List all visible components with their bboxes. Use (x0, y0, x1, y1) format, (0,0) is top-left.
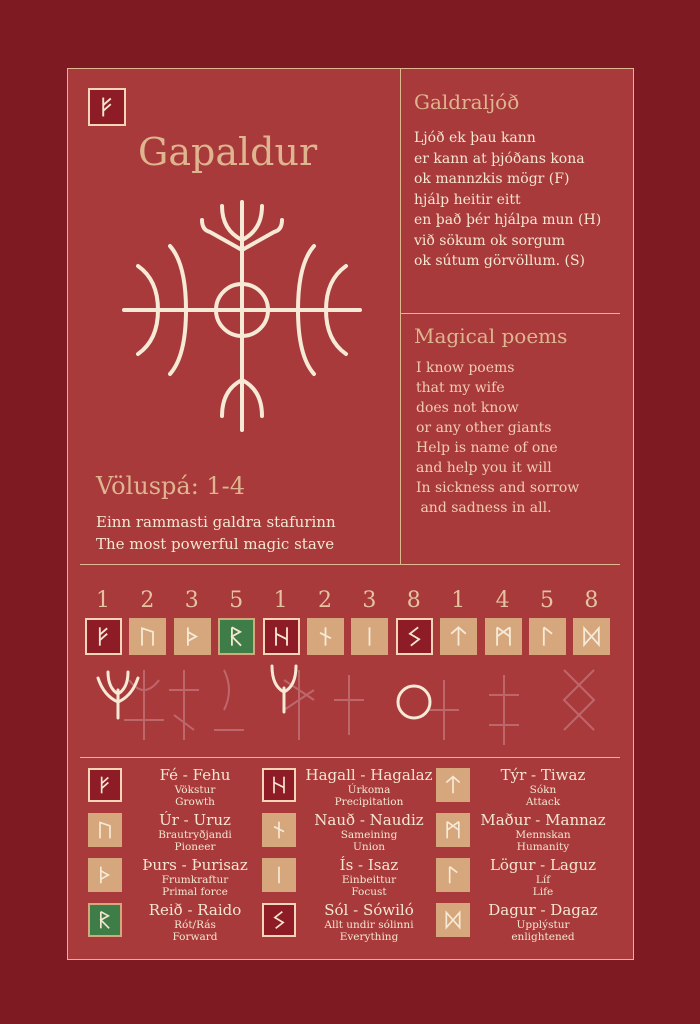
legend-icelandic: Einbeittur (341, 874, 397, 886)
faded-staves-decoration (84, 660, 614, 750)
legend-english: Everything (339, 931, 399, 943)
legend-rune-name: Maður - Mannaz (480, 811, 606, 829)
laguz-legend-icon (436, 858, 470, 892)
legend-rune-name: Lögur - Laguz (489, 856, 597, 874)
poems-verse (416, 358, 579, 518)
legend-entry (304, 812, 434, 853)
rune-number: 1 (451, 588, 466, 613)
poem-line: or any other giants (416, 420, 552, 436)
right-column-divider (400, 313, 620, 314)
rune-number: 1 (273, 588, 288, 613)
legend-rune-name: Ís - Isaz (339, 856, 399, 874)
fehu-rune-icon (88, 88, 126, 126)
galdraljod-line: ok mannzkis mögr (F) (414, 171, 570, 187)
legend-icelandic: Líf (535, 874, 551, 886)
sowilo-legend-icon (262, 903, 296, 937)
rune-number: 1 (96, 588, 110, 613)
galdraljod-line: hjálp heitir eitt (414, 191, 521, 208)
legend-entry (130, 812, 260, 853)
legend-rune-name: Sól - Sówiló (324, 901, 414, 919)
poem-line: Help is name of one (416, 440, 558, 456)
laguz-rune-icon (529, 618, 566, 655)
legend-english: Focust (351, 886, 387, 898)
subtitle-english: The most powerful magic stave (96, 535, 335, 553)
galdraljod-line: er kann at þjóðans kona (414, 150, 585, 167)
legend-english: Precipitation (334, 796, 404, 808)
legend-rune-name: Reið - Raido (148, 901, 242, 919)
legend-entry (130, 902, 260, 943)
galdraljod-line: Ljóð ek þau kann (414, 130, 536, 146)
rune-number: 2 (318, 588, 332, 613)
legend-entry (130, 857, 260, 898)
legend-english: Attack (525, 796, 561, 808)
legend-entry (478, 812, 608, 853)
rune-number: 2 (140, 588, 155, 613)
naudiz-rune-icon (307, 618, 344, 655)
legend-english: Primal force (162, 886, 228, 898)
legend-english: Pioneer (174, 841, 216, 853)
legend-icelandic: Upplýstur (516, 919, 570, 931)
legend-english: Forward (172, 931, 218, 943)
legend-entry (478, 857, 608, 898)
legend-rune-name: Úr - Uruz (159, 811, 231, 829)
legend-entry (478, 767, 608, 808)
legend-icelandic: Úrkoma (347, 784, 391, 796)
poem-line: In sickness and sorrow (416, 480, 580, 496)
tiwaz-rune-icon (440, 618, 477, 655)
vertical-divider (400, 68, 401, 564)
legend-entry (304, 902, 434, 943)
legend-icelandic: Vökstur (174, 784, 216, 796)
mannaz-rune-icon (485, 618, 522, 655)
legend-english: enlightened (511, 931, 575, 943)
legend-icelandic: Frumkraftur (161, 874, 229, 886)
rune-number: 8 (584, 588, 599, 613)
tiwaz-legend-icon (436, 768, 470, 802)
galdraljod-line: ok sútum görvöllum. (S) (414, 253, 586, 269)
legend-rune-name: Hagall - Hagalaz (305, 766, 433, 784)
legend-entry (304, 857, 434, 898)
naudiz-legend-icon (262, 813, 296, 847)
subtitle-icelandic: Einn rammasti galdra stafurinn (96, 513, 336, 531)
galdraljod-line: við sökum ok sorgum (414, 232, 566, 249)
legend-rune-name: Nauð - Naudiz (314, 811, 424, 829)
legend-english: Growth (175, 796, 215, 808)
isaz-legend-icon (262, 858, 296, 892)
rune-number: 5 (540, 588, 554, 613)
legend-rune-name: Dagur - Dagaz (488, 901, 598, 919)
legend-entry (304, 767, 434, 808)
poem-line: and sadness in all. (416, 500, 552, 516)
dagaz-legend-icon (436, 903, 470, 937)
legend-rune-name: Þurs - Þurisaz (142, 856, 248, 874)
uruz-rune-icon (129, 618, 166, 655)
legend-entry (478, 902, 608, 943)
legend-icelandic: Mennskan (515, 829, 571, 841)
mannaz-legend-icon (436, 813, 470, 847)
legend-icelandic: Brautryðjandi (158, 829, 232, 841)
galdraljod-heading: Galdraljóð (414, 90, 520, 114)
thurisaz-rune-icon (174, 618, 211, 655)
uruz-legend-icon (88, 813, 122, 847)
poem-line: and help you it will (416, 460, 552, 476)
section-divider-bottom (80, 757, 620, 758)
dagaz-rune-icon (573, 618, 610, 655)
poems-heading: Magical poems (414, 324, 568, 348)
legend-icelandic: Sameining (340, 829, 398, 841)
page-title: Gapaldur (138, 130, 318, 174)
legend-icelandic: Rót/Rás (174, 919, 216, 931)
fehu-legend-icon (88, 768, 122, 802)
rune-number: 5 (229, 588, 244, 613)
rune-number: 4 (495, 588, 510, 613)
rune-number: 3 (184, 588, 199, 613)
galdraljod-line: en það þér hjálpa mun (H) (414, 212, 602, 228)
legend-icelandic: Allt undir sólinni (324, 919, 414, 931)
gapaldur-stave-icon (110, 190, 372, 440)
rune-number: 8 (406, 588, 421, 613)
legend-english: Humanity (516, 841, 570, 853)
legend-rune-name: Týr - Tiwaz (500, 766, 586, 784)
poem-line: does not know (416, 400, 519, 416)
raido-rune-icon (218, 618, 255, 655)
galdraljod-verse (414, 128, 601, 272)
isaz-rune-icon (351, 618, 388, 655)
section-divider-top (80, 564, 620, 565)
legend-rune-name: Fé - Fehu (159, 766, 231, 784)
legend-entry (130, 767, 260, 808)
legend-english: Life (532, 886, 554, 898)
sowilo-rune-icon (396, 618, 433, 655)
hagalaz-legend-icon (262, 768, 296, 802)
raido-legend-icon (88, 903, 122, 937)
thurisaz-legend-icon (88, 858, 122, 892)
verse-reference: Völuspá: 1-4 (96, 472, 246, 500)
poem-line: I know poems (416, 360, 515, 376)
legend-english: Union (352, 841, 386, 853)
hagalaz-rune-icon (263, 618, 300, 655)
legend-icelandic: Sókn (529, 784, 557, 796)
poem-line: that my wife (416, 380, 505, 396)
fehu-rune-icon (85, 618, 122, 655)
rune-number: 3 (362, 588, 377, 613)
